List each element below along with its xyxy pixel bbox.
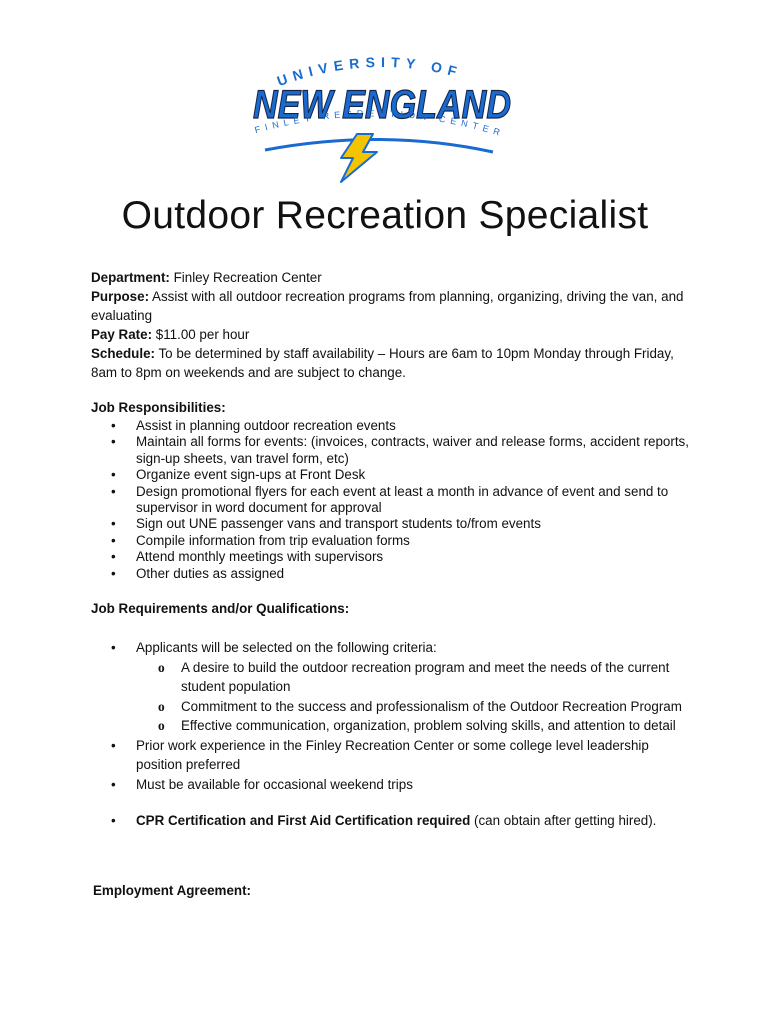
list-item: • Compile information from trip evaluation forms <box>91 533 691 549</box>
list-item: • Attend monthly meetings with supervisors <box>91 549 691 565</box>
cpr-requirement-bold: CPR Certification and First Aid Certification required <box>136 813 471 828</box>
pay-rate-value: $11.00 per hour <box>152 327 250 342</box>
bullet-icon: • <box>111 640 116 655</box>
schedule-field <box>91 344 691 382</box>
une-finley-recreation-logo <box>245 48 520 183</box>
page-title: Outdoor Recreation Specialist <box>121 194 649 237</box>
criteria-item <box>91 697 691 717</box>
purpose-label: Purpose: <box>91 289 150 304</box>
list-item: • Organize event sign-ups at Front Desk <box>91 467 691 483</box>
circle-bullet-icon: o <box>158 718 165 733</box>
employment-agreement-heading: Employment Agreement: <box>93 883 251 898</box>
criteria-text: Effective communication, organization, problem solving skills, and attention to detail <box>181 718 676 733</box>
criteria-intro: Applicants will be selected on the following criteria: <box>136 640 437 655</box>
responsibilities-list <box>91 418 691 582</box>
prior-experience-text: Prior work experience in the Finley Recreation Center or some college level leadership position preferred <box>136 737 649 772</box>
criteria-item <box>91 716 691 736</box>
list-item <box>91 736 691 775</box>
pay-rate-label: Pay Rate: <box>91 327 153 342</box>
requirements-heading: Job Requirements and/or Qualifications: <box>91 601 350 616</box>
list-item <box>91 811 691 831</box>
purpose-value: Assist with all outdoor recreation programs from planning, organizing, driving the van, and evaluating <box>91 289 684 323</box>
list-item: • Assist in planning outdoor recreation events <box>91 418 691 434</box>
criteria-item <box>91 658 691 697</box>
pay-rate-field <box>91 325 691 344</box>
logo-main-text: NEW ENGLAND <box>253 83 511 127</box>
bullet-icon: • <box>111 776 116 792</box>
logo-swoosh <box>265 139 493 152</box>
logo-bottom-arc-text: FINLEY RECREATION CENTER <box>253 108 506 139</box>
logo-top-arc-text: UNIVERSITY OF <box>274 53 465 90</box>
department-value: Finley Recreation Center <box>169 270 322 285</box>
list-item: • Design promotional flyers for each event at least a month in advance of event and send to supervisor in word document for approval <box>91 484 691 517</box>
criteria-text: Commitment to the success and professionalism of the Outdoor Recreation Program <box>181 698 682 714</box>
purpose-field <box>91 287 691 325</box>
list-item: • Sign out UNE passenger vans and transport students to/from events <box>91 516 691 532</box>
circle-bullet-icon: o <box>158 659 165 675</box>
criteria-text: A desire to build the outdoor recreation program and meet the needs of the current student population <box>181 659 670 694</box>
schedule-value: To be determined by staff availability – Hours are 6am to 10pm Monday through Friday, 8am to 8pm on weekends and are subject to change. <box>91 346 674 380</box>
list-item <box>91 638 691 658</box>
responsibilities-heading: Job Responsibilities: <box>91 400 226 415</box>
list-item: • Other duties as assigned <box>91 566 691 582</box>
bullet-icon: • <box>111 737 116 753</box>
department-field <box>91 268 691 287</box>
list-item: • Maintain all forms for events: (invoices, contracts, waiver and release forms, accident reports, sign-up sheets, van travel form, etc) <box>91 434 691 467</box>
requirements-list <box>91 638 691 831</box>
list-item <box>91 775 691 795</box>
department-label: Department: <box>91 270 170 285</box>
cpr-requirement-note: (can obtain after getting hired). <box>470 813 657 828</box>
schedule-label: Schedule: <box>91 346 155 361</box>
bullet-icon: • <box>111 813 116 828</box>
circle-bullet-icon: o <box>158 698 165 714</box>
weekend-text: Must be available for occasional weekend trips <box>136 776 413 792</box>
